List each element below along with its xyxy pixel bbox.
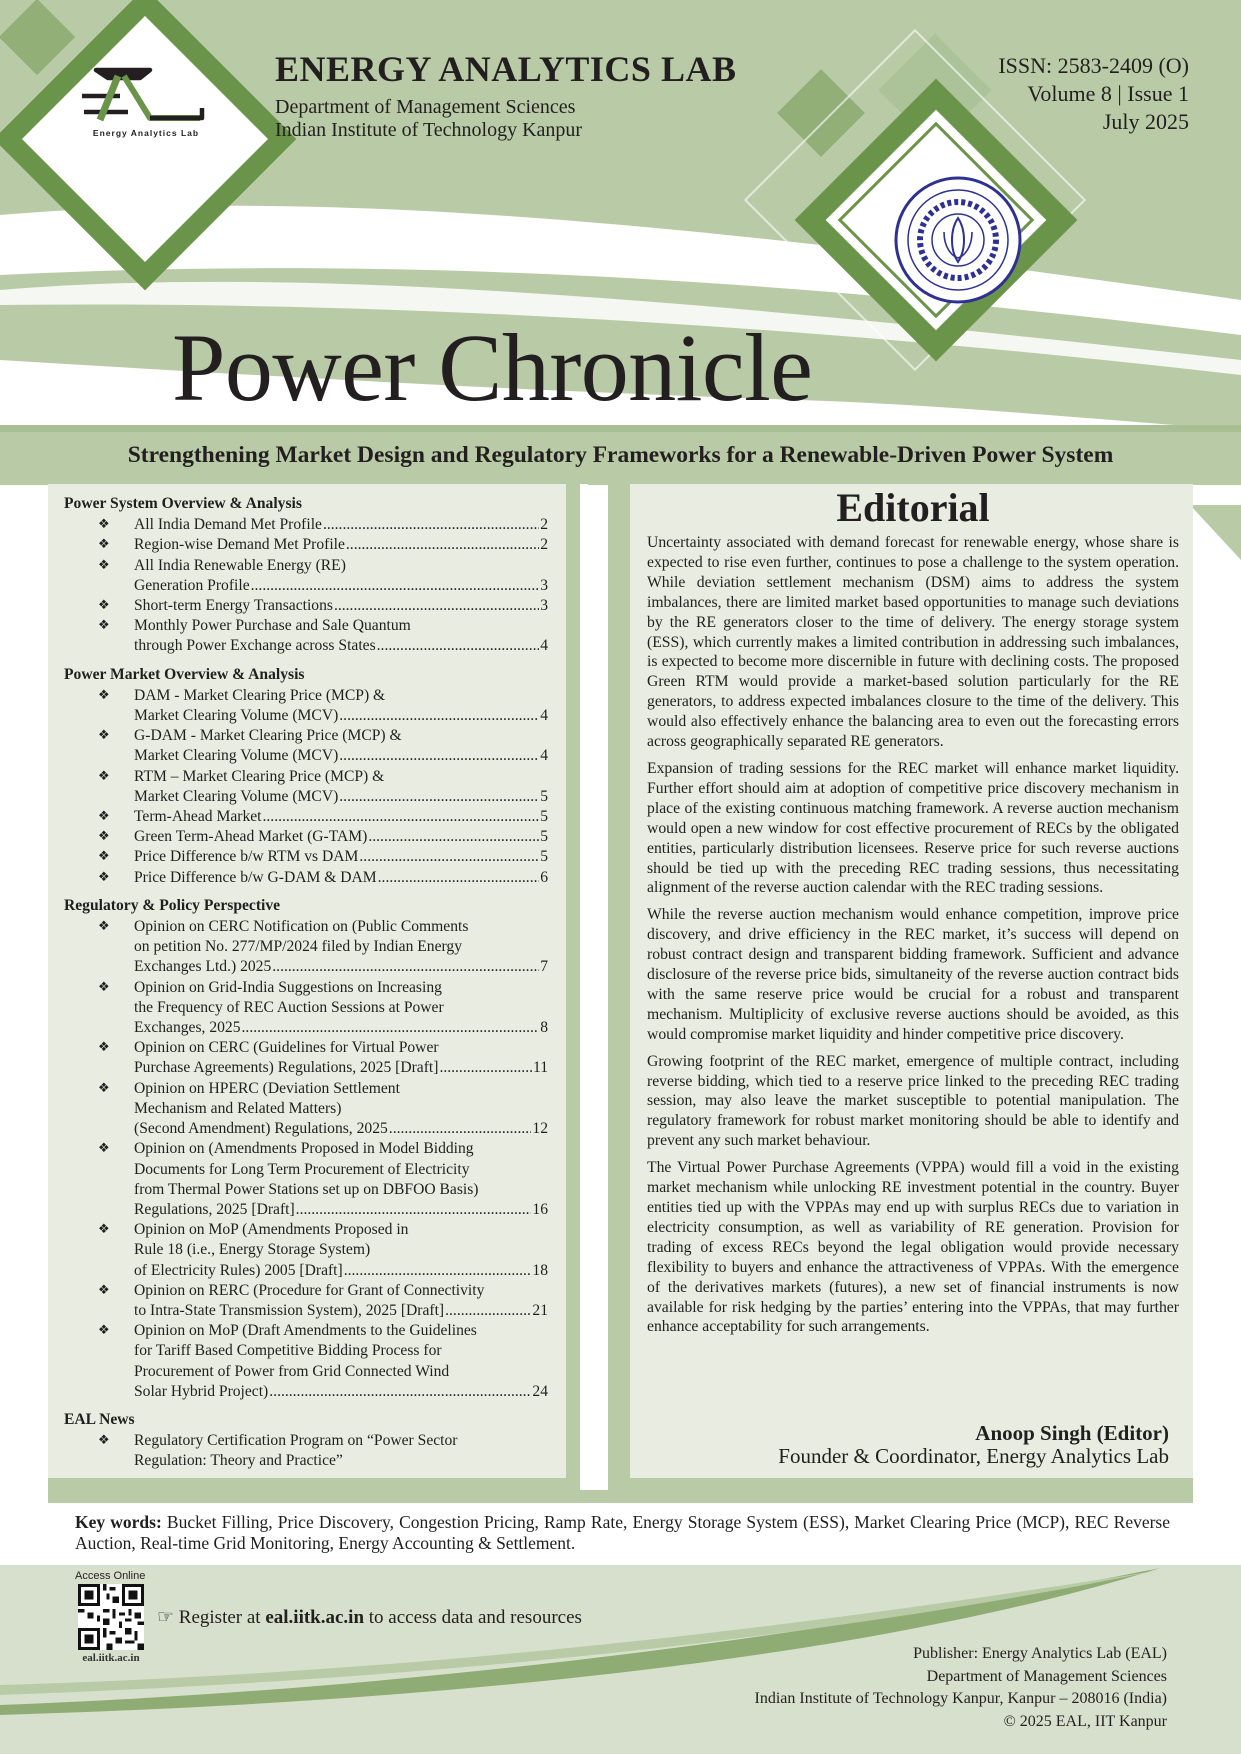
toc-item[interactable] bbox=[64, 1079, 548, 1140]
lab-institute: Indian Institute of Technology Kanpur bbox=[275, 119, 583, 141]
toc-entry-line: Opinion on CERC (Guidelines for Virtual Power bbox=[134, 1039, 439, 1057]
toc-entry-line bbox=[134, 787, 548, 807]
toc-leader-dots bbox=[296, 1200, 532, 1220]
edge-triangle bbox=[1190, 505, 1241, 560]
toc-item[interactable] bbox=[64, 1321, 548, 1402]
toc-item[interactable] bbox=[64, 827, 548, 847]
toc-item[interactable] bbox=[64, 807, 548, 827]
toc-entry-text: Market Clearing Volume (MCV) bbox=[134, 747, 339, 765]
news-list bbox=[64, 1431, 548, 1471]
toc-entry-line bbox=[134, 1200, 548, 1220]
toc-entry-line bbox=[134, 746, 548, 766]
toc-entry-line bbox=[134, 1058, 548, 1078]
volume-issue: Volume 8 | Issue 1 bbox=[1027, 81, 1189, 106]
toc-section-heading: Power System Overview & Analysis bbox=[64, 495, 302, 512]
toc-list bbox=[64, 917, 548, 1402]
bullet-icon: ❖ bbox=[98, 768, 110, 784]
bullet-icon: ❖ bbox=[98, 687, 110, 703]
toc-entry-line: Monthly Power Purchase and Sale Quantum bbox=[134, 617, 411, 635]
toc-entry-text: Exchanges, 2025 bbox=[134, 1019, 241, 1037]
toc-entry-line: Mechanism and Related Matters) bbox=[134, 1099, 342, 1117]
access-online-label: Access Online bbox=[75, 1570, 146, 1582]
bullet-icon: ❖ bbox=[98, 1282, 110, 1298]
toc-page-number: 5 bbox=[540, 848, 548, 866]
toc-entry-line bbox=[134, 847, 548, 867]
keywords-label: Key words: bbox=[75, 1512, 162, 1532]
toc-entry-line bbox=[134, 957, 548, 977]
qr-url[interactable]: eal.iitk.ac.in bbox=[82, 1652, 140, 1664]
toc-entry-line: DAM - Market Clearing Price (MCP) & bbox=[134, 686, 386, 704]
toc-leader-dots bbox=[359, 847, 539, 867]
editorial-paragraph: Expansion of trading sessions for the REC market will enhance market liquidity. Further effort should aim at adoption of competitive price discovery mechanism in place of the existing continuous matching framework. A reverse auction mechanism would open a new window for cost effective procurement of RECs by the obligated entities, particularly distribution licensees. Reserve price for such reverse auctions should be tied up with the preceding REC trading sessions, thus necessitating alignment of the reverse auction calendar with the REC trading sessions. bbox=[647, 759, 1179, 897]
lab-affiliation bbox=[275, 96, 582, 142]
register-prefix: Register at bbox=[178, 1607, 261, 1628]
toc-leader-dots bbox=[439, 1058, 532, 1078]
panel-separator bbox=[580, 484, 588, 1491]
toc-leader-dots bbox=[346, 535, 539, 555]
editorial-paragraph: The Virtual Power Purchase Agreements (VPPA) would fill a void in the existing market mechanism while unlocking RE investment potential in the country. Buyer entities tied up with the VPPAs may end up with surplus RECs due to variation in electricity consumption, as well as variability of RE generation. Provision for trading of excess RECs beyond the legal obligation would provide necessary flexibility to buyers and enhance the attractiveness of VPPAs. With the emergence of the derivatives markets (futures), a new set of financial instruments is now available for risk hedging by the parties’ entering into the VPPAs, that may further enhance acceptability for such arrangements. bbox=[647, 1159, 1179, 1336]
editorial-signature bbox=[640, 1422, 1169, 1468]
toc-entry-line bbox=[134, 868, 548, 888]
toc-entry-line bbox=[134, 1261, 548, 1281]
toc-entry-text: Market Clearing Volume (MCV) bbox=[134, 787, 339, 805]
toc-page-number: 5 bbox=[540, 828, 548, 846]
toc-page-number: 8 bbox=[540, 1019, 548, 1037]
toc-entry-text: Generation Profile bbox=[134, 576, 250, 594]
toc-entry-line bbox=[134, 596, 548, 616]
toc-leader-dots bbox=[389, 1119, 532, 1139]
toc-entry-text: Regulations, 2025 [Draft] bbox=[134, 1200, 295, 1218]
toc-item[interactable] bbox=[64, 616, 548, 656]
toc-entry-line bbox=[134, 576, 548, 596]
issue-date: July 2025 bbox=[1102, 109, 1189, 134]
toc-page-number: 2 bbox=[540, 536, 548, 554]
toc-page-number: 21 bbox=[532, 1301, 548, 1319]
bullet-icon: ❖ bbox=[98, 849, 110, 865]
toc-page-number: 18 bbox=[532, 1261, 548, 1279]
toc-item[interactable] bbox=[64, 1038, 548, 1078]
bullet-icon: ❖ bbox=[98, 919, 110, 935]
bullet-icon: ❖ bbox=[98, 1040, 110, 1056]
bullet-icon: ❖ bbox=[98, 618, 110, 634]
toc-page-number: 4 bbox=[540, 747, 548, 765]
toc-item[interactable] bbox=[64, 535, 548, 555]
subtitle-band-top bbox=[0, 425, 1241, 432]
bullet-icon: ❖ bbox=[98, 1080, 110, 1096]
toc-entry-line: Opinion on MoP (Draft Amendments to the Guidelines bbox=[134, 1322, 477, 1340]
toc-entry-line: on petition No. 277/MP/2024 filed by Indian Energy bbox=[134, 938, 463, 956]
toc-item[interactable] bbox=[64, 868, 548, 888]
toc-leader-dots bbox=[272, 957, 539, 977]
toc-entry-line bbox=[134, 827, 548, 847]
toc-leader-dots bbox=[323, 515, 539, 535]
keywords-text: Bucket Filling, Price Discovery, Congestion Pricing, Ramp Rate, Energy Storage System (ESS), Market Clearing Price (MCP), REC Reverse Auction, Real-time Grid Monitoring, Energy Accounting & Settlement. bbox=[75, 1512, 1171, 1553]
toc-entry-text: Solar Hybrid Project) bbox=[134, 1382, 269, 1400]
toc-leader-dots bbox=[263, 807, 540, 827]
toc-page-number: 5 bbox=[540, 808, 548, 826]
toc-entry-text: Market Clearing Volume (MCV) bbox=[134, 707, 339, 725]
logo-caption: Energy Analytics Lab bbox=[92, 128, 200, 138]
toc-entry-line: Opinion on RERC (Procedure for Grant of Connectivity bbox=[134, 1281, 485, 1299]
bullet-icon: ❖ bbox=[98, 1141, 110, 1157]
toc-entry-line: Regulatory Certification Program on “Power Sector bbox=[134, 1432, 458, 1450]
toc-leader-dots bbox=[339, 706, 539, 726]
toc-entry-line: Regulation: Theory and Practice” bbox=[134, 1452, 343, 1470]
publisher-line: Indian Institute of Technology Kanpur, Kanpur – 208016 (India) bbox=[754, 1690, 1167, 1707]
toc-entry-text: to Intra-State Transmission System), 2025 [Draft] bbox=[134, 1301, 445, 1319]
toc-entry-line: Opinion on CERC Notification on (Public Comments bbox=[134, 918, 469, 936]
toc-entry-line: Rule 18 (i.e., Energy Storage System) bbox=[134, 1241, 371, 1259]
toc-item[interactable] bbox=[64, 556, 548, 596]
toc-list bbox=[64, 686, 548, 888]
toc-item[interactable] bbox=[64, 1431, 548, 1471]
toc-item[interactable] bbox=[64, 686, 548, 726]
editorial-paragraph: Uncertainty associated with demand forecast for renewable energy, whose share is expected to rise even further, continues to pose a challenge to the system operation. While deviation settlement mechanism (DSM) aims to address the system imbalances, there are limited market based opportunities to manage such deviations by the RE generators closer to the time of delivery. The energy storage system (ESS), which currently makes a limited contribution in addressing such imbalances, is expected to become more discernible in future with declining costs. The proposed Green RTM would provide a market-based solution particularly for the RE generators, to address expected imbalances closure to the time of the delivery. This would also effectively enhance the balancing area to even out the forecasting errors across geographically separated RE generators. bbox=[647, 534, 1179, 751]
toc-entry-text: through Power Exchange across States bbox=[134, 637, 376, 655]
toc-entry-line bbox=[134, 1018, 548, 1038]
editor-role: Founder & Coordinator, Energy Analytics Lab bbox=[778, 1444, 1169, 1468]
toc-item[interactable] bbox=[64, 515, 548, 535]
panel-bottom-bar bbox=[48, 1490, 1193, 1503]
bullet-icon: ❖ bbox=[98, 517, 110, 533]
publisher-line: © 2025 EAL, IIT Kanpur bbox=[1003, 1712, 1167, 1730]
publisher-line: Publisher: Energy Analytics Lab (EAL) bbox=[913, 1645, 1167, 1662]
toc-item[interactable] bbox=[64, 726, 548, 766]
toc-item[interactable] bbox=[64, 847, 548, 867]
toc-item[interactable] bbox=[64, 917, 548, 978]
toc-entry-text: of Electricity Rules) 2005 [Draft] bbox=[134, 1261, 343, 1279]
toc-item[interactable] bbox=[64, 1281, 548, 1321]
register-note bbox=[157, 1606, 582, 1629]
toc-entry-line: Opinion on MoP (Amendments Proposed in bbox=[134, 1221, 409, 1239]
toc-page-number: 4 bbox=[540, 637, 548, 655]
toc-entry-line bbox=[134, 706, 548, 726]
bullet-icon: ❖ bbox=[98, 869, 110, 885]
toc-leader-dots bbox=[377, 636, 540, 656]
register-suffix: to access data and resources bbox=[368, 1607, 582, 1628]
toc-entry-line: Opinion on (Amendments Proposed in Model Bidding bbox=[134, 1140, 474, 1158]
toc-entry-text: Purchase Agreements) Regulations, 2025 [Draft] bbox=[134, 1059, 439, 1077]
toc-section-heading: Regulatory & Policy Perspective bbox=[64, 896, 281, 914]
toc-page-number: 3 bbox=[540, 576, 548, 594]
toc-leader-dots bbox=[445, 1301, 531, 1321]
toc-page-number: 3 bbox=[540, 597, 548, 615]
toc-leader-dots bbox=[269, 1382, 531, 1402]
toc-entry-text: Price Difference b/w G-DAM & DAM bbox=[134, 868, 377, 886]
toc-entry-line: Opinion on HPERC (Deviation Settlement bbox=[134, 1079, 400, 1097]
bullet-icon: ❖ bbox=[98, 1433, 110, 1449]
lab-name: ENERGY ANALYTICS LAB bbox=[275, 49, 737, 89]
toc-entry-text: Term-Ahead Market bbox=[134, 808, 262, 826]
toc-item[interactable] bbox=[64, 1220, 548, 1281]
lab-department: Department of Management Sciences bbox=[275, 96, 576, 118]
toc-entry-line: G-DAM - Market Clearing Price (MCP) & bbox=[134, 727, 402, 745]
toc-page-number: 4 bbox=[540, 707, 548, 725]
toc-entry-line bbox=[134, 515, 548, 535]
toc-page-number: 6 bbox=[540, 868, 548, 886]
keywords bbox=[75, 1512, 1170, 1554]
toc-item[interactable] bbox=[64, 596, 548, 616]
editorial-paragraph: Growing footprint of the REC market, emergence of multiple contract, including reverse bidding, which tied to a reserve price linked to the preceding REC trading session, may also leave the market susceptible to potential manipulation. The regulatory framework for robust market monitoring should be able to identify and prevent any such market behaviour. bbox=[647, 1052, 1179, 1150]
toc-entry-text: Green Term-Ahead Market (G-TAM) bbox=[134, 828, 368, 846]
toc-page-number: 5 bbox=[540, 787, 548, 805]
toc-entry-line: Procurement of Power from Grid Connected Wind bbox=[134, 1362, 450, 1380]
bullet-icon: ❖ bbox=[98, 537, 110, 553]
toc-entry-text: Region-wise Demand Met Profile bbox=[134, 536, 345, 554]
issue-info bbox=[998, 52, 1189, 136]
toc-page-number: 11 bbox=[532, 1059, 548, 1077]
toc-entry-text: Short-term Energy Transactions bbox=[134, 597, 333, 615]
toc-section-heading: Power Market Overview & Analysis bbox=[64, 665, 305, 683]
toc-page-number: 12 bbox=[532, 1120, 548, 1138]
publication-title: Power Chronicle bbox=[172, 314, 813, 421]
toc-page-number: 2 bbox=[540, 516, 548, 534]
toc-entry-line bbox=[134, 636, 548, 656]
toc-entry-line: from Thermal Power Stations set up on DBFOO Basis) bbox=[134, 1180, 479, 1198]
publisher-info bbox=[754, 1643, 1167, 1733]
bullet-icon: ❖ bbox=[98, 1222, 110, 1238]
toc-entry-line bbox=[134, 1382, 548, 1402]
toc-entry-line: for Tariff Based Competitive Bidding Process for bbox=[134, 1342, 442, 1360]
editorial-body bbox=[647, 533, 1179, 1344]
table-of-contents bbox=[64, 494, 548, 1480]
toc-entry-line: Opinion on Grid-India Suggestions on Increasing bbox=[134, 978, 442, 996]
toc-entry-line bbox=[134, 1301, 548, 1321]
editorial-paragraph: While the reverse auction mechanism would enhance competition, improve price discovery, and drive efficiency in the REC market, it’s success will depend on robust contract design and transparent bidding framework. Sufficient and advance disclosure of the reverse price bids, simultaneity of the reverse auction contract bids with the same reserve price would be crucial for a robust and transparent mechanism. Multiplicity of exclusive reverse auctions should be avoided, as this would compromise market liquidity and hinder competitive price discovery. bbox=[647, 906, 1179, 1043]
bullet-icon: ❖ bbox=[98, 829, 110, 845]
toc-entry-text: Price Difference b/w RTM vs DAM bbox=[134, 848, 359, 866]
bullet-icon: ❖ bbox=[98, 1323, 110, 1339]
toc-leader-dots bbox=[339, 746, 539, 766]
toc-leader-dots bbox=[339, 787, 539, 807]
bullet-icon: ❖ bbox=[98, 809, 110, 825]
toc-item[interactable] bbox=[64, 978, 548, 1039]
toc-entry-text: Exchanges Ltd.) 2025 bbox=[134, 958, 272, 976]
issue-subtitle: Strengthening Market Design and Regulatory Frameworks for a Renewable-Driven Power System bbox=[127, 442, 1114, 468]
toc-entry-line bbox=[134, 1119, 548, 1139]
toc-leader-dots bbox=[378, 868, 540, 888]
toc-entry-line bbox=[134, 807, 548, 827]
toc-item[interactable] bbox=[64, 1139, 548, 1220]
toc-entry-line bbox=[134, 535, 548, 555]
pointing-hand-icon: ☞ bbox=[157, 1607, 175, 1628]
bullet-icon: ❖ bbox=[98, 557, 110, 573]
publisher-line: Department of Management Sciences bbox=[926, 1667, 1167, 1685]
toc-leader-dots bbox=[251, 576, 540, 596]
toc-entry-line: Documents for Long Term Procurement of Electricity bbox=[134, 1160, 470, 1178]
toc-entry-line: RTM – Market Clearing Price (MCP) & bbox=[134, 767, 385, 785]
toc-section-heading: EAL News bbox=[64, 1410, 135, 1428]
toc-item[interactable] bbox=[64, 767, 548, 807]
toc-page-number: 7 bbox=[540, 958, 548, 976]
toc-list bbox=[64, 515, 548, 656]
toc-leader-dots bbox=[334, 596, 539, 616]
toc-entry-line: All India Renewable Energy (RE) bbox=[134, 556, 346, 574]
qr-code-icon[interactable] bbox=[78, 1584, 144, 1650]
bullet-icon: ❖ bbox=[98, 979, 110, 995]
bullet-icon: ❖ bbox=[98, 728, 110, 744]
toc-page-number: 24 bbox=[532, 1382, 548, 1400]
editorial-heading: Editorial bbox=[836, 485, 990, 530]
iit-kanpur-seal-icon bbox=[896, 178, 1020, 302]
bullet-icon: ❖ bbox=[98, 598, 110, 614]
toc-entry-text: All India Demand Met Profile bbox=[134, 516, 322, 534]
toc-leader-dots bbox=[344, 1261, 532, 1281]
editor-name: Anoop Singh (Editor) bbox=[975, 1421, 1169, 1445]
toc-entry-line: the Frequency of REC Auction Sessions at Power bbox=[134, 998, 444, 1016]
toc-leader-dots bbox=[368, 827, 539, 847]
register-link[interactable]: eal.iitk.ac.in bbox=[265, 1607, 365, 1628]
toc-leader-dots bbox=[242, 1018, 540, 1038]
issn: ISSN: 2583-2409 (O) bbox=[998, 53, 1189, 78]
toc-page-number: 16 bbox=[532, 1200, 548, 1218]
toc-entry-text: (Second Amendment) Regulations, 2025 bbox=[134, 1120, 388, 1138]
